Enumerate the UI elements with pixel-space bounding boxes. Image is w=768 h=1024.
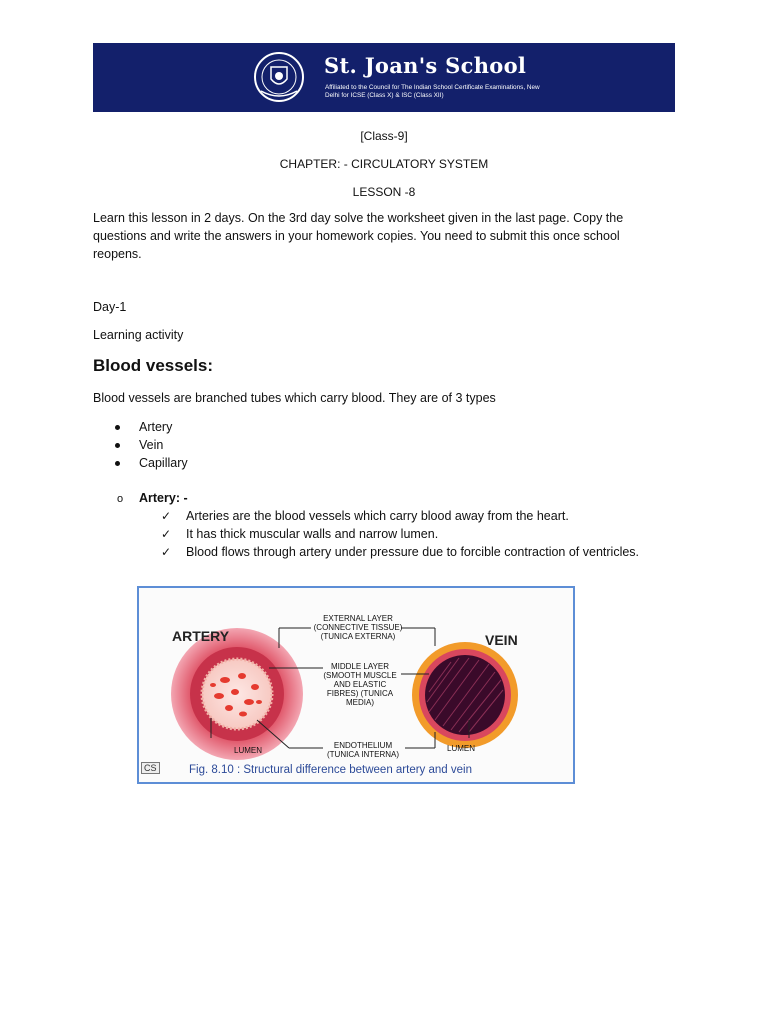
external-layer-label: EXTERNAL LAYER (CONNECTIVE TISSUE) (TUNICA EXTERNA) <box>313 614 403 641</box>
activity-label: Learning activity <box>93 328 184 342</box>
middle-layer-label: MIDDLE LAYER (SMOOTH MUSCLE AND ELASTIC FIBRES) (TUNICA MEDIA) <box>323 662 397 707</box>
school-name: St. Joan's School <box>324 53 527 78</box>
day-label: Day-1 <box>93 300 127 314</box>
checkmark-icon: ✓ <box>161 509 172 523</box>
artery-vein-figure <box>137 586 575 784</box>
circle-bullet-icon: o <box>117 493 124 505</box>
endothelium-label: ENDOTHELIUM (TUNICA INTERNA) <box>327 741 399 759</box>
bullet-icon <box>115 443 120 448</box>
school-banner <box>93 43 675 112</box>
school-affiliation: Affiliated to the Council for The Indian School Certificate Examinations, New Delhi for ICSE (Class X) & ISC (Class XII) <box>325 84 540 99</box>
lesson-line: LESSON -8 <box>352 185 416 199</box>
bullet-icon <box>115 425 120 430</box>
chapter-line: CHAPTER: - CIRCULATORY SYSTEM <box>279 157 489 171</box>
bullet-icon <box>115 461 120 466</box>
vein-lumen <box>425 655 505 735</box>
list-item: ✓ It has thick muscular walls and narrow lumen. <box>161 527 439 541</box>
instructions-paragraph: Learn this lesson in 2 days. On the 3rd day solve the worksheet given in the last page. Copy the questions and write the answers in your homework copies. You need to submit this once school reopens. <box>93 211 624 261</box>
list-item: Capillary <box>115 454 188 472</box>
list-item: ✓ Blood flows through artery under pressure due to forcible contraction of ventricles. <box>161 545 640 559</box>
vein-label: VEIN <box>485 632 518 648</box>
artery-label: ARTERY <box>172 628 230 644</box>
section-heading: Blood vessels: <box>93 356 213 375</box>
lumen-left-label: LUMEN <box>234 746 263 755</box>
lumen-right-label: LUMEN <box>447 744 476 753</box>
checkmark-icon: ✓ <box>161 545 172 559</box>
school-crest-logo <box>253 51 305 103</box>
list-item: Artery <box>115 418 188 436</box>
checkmark-icon: ✓ <box>161 527 172 541</box>
camscanner-badge: CS <box>141 762 160 774</box>
figure-caption: Fig. 8.10 : Structural difference between artery and vein <box>189 764 472 776</box>
class-line: [Class-9] <box>360 129 408 143</box>
artery-points-list <box>161 507 639 561</box>
intro-text: Blood vessels are branched tubes which carry blood. They are of 3 types <box>93 391 496 405</box>
list-item: Vein <box>115 436 188 454</box>
list-item: ✓ Arteries are the blood vessels which carry blood away from the heart. <box>161 509 569 523</box>
vessel-types-list <box>115 418 188 472</box>
artery-subheading: o Artery: - <box>117 491 188 505</box>
